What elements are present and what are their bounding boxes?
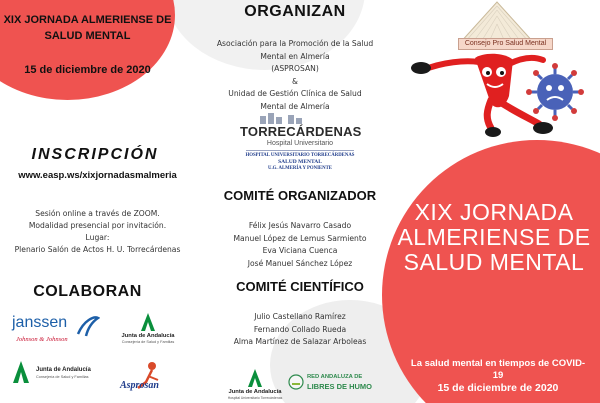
red-andaluza-line1: RED ANDALUZA DE [307, 374, 363, 380]
organizer-line: (ASPROSAN) [271, 64, 319, 73]
member-name: Manuel López de Lemus Sarmiento [233, 233, 367, 243]
red-andaluza-line2: LIBRES DE HUMO [307, 382, 373, 391]
torrecardenas-logo [240, 120, 360, 180]
junta-andalucia-logo-2 [10, 360, 100, 390]
event-date-large: 15 de diciembre de 2020 [437, 382, 559, 394]
organizer-line: Unidad de Gestión Clínica de Salud [228, 89, 362, 98]
session-line: Plenario Salón de Actos H. U. Torrecárdenas [14, 245, 181, 254]
event-title-small: XIX JORNADA ALMERIENSE DE SALUD MENTAL [3, 14, 172, 42]
colaboran-heading: COLABORAN [33, 283, 142, 300]
member-name: Eva Viciana Cuenca [262, 246, 338, 256]
junta-emblem-icon [138, 312, 158, 332]
janssen-swoosh-icon [76, 314, 100, 338]
organizan-heading: ORGANIZAN [244, 3, 346, 20]
divider [246, 150, 354, 151]
hospital-name: HOSPITAL UNIVERSITARIO TORRECÁRDENAS [245, 153, 355, 158]
junta-subtitle: Consejería de Salud y Familias [36, 375, 89, 379]
organizers-list [195, 38, 395, 113]
session-line: Sesión online a través de ZOOM. [35, 209, 160, 218]
red-andaluza-logo [288, 372, 378, 394]
inscripcion-heading: INSCRIPCIÓN [31, 146, 159, 163]
member-name: José Manuel Sánchez López [247, 258, 353, 268]
ug-name: U.G. ALMERÍA Y PONIENTE [267, 166, 332, 171]
organizer-line: Asociación para la Promoción de la Salud [216, 39, 374, 48]
torrecardenas-subtitle: Hospital Universitario [266, 140, 334, 147]
junta-name: Junta de Andalucía [228, 389, 282, 395]
member-name: Alma Martínez de Salazar Arboleas [233, 337, 367, 347]
session-line: Lugar: [85, 233, 110, 242]
junta-name: Junta de Andalucía [36, 367, 91, 373]
building-icon [260, 112, 310, 124]
event-subtitle: La salud mental en tiempos de COVID-19 [410, 358, 586, 381]
organizer-line: Mental en Almería [260, 51, 330, 61]
junta-subtitle: Consejería de Salud y Familias [121, 340, 175, 344]
event-date-small: 15 de diciembre de 2020 [24, 64, 151, 76]
consejo-sign: Consejo Pro Salud Mental [458, 38, 553, 50]
smoke-free-icon [288, 374, 304, 390]
session-details [0, 208, 195, 256]
junta-subtitle: Hospital Universitario Torrecárdenas [227, 396, 283, 400]
member-name: Félix Jesús Navarro Casado [248, 221, 352, 230]
member-name: Fernando Collado Rueda [253, 324, 347, 334]
registration-url[interactable]: www.easp.ws/xixjornadasmalmeria [18, 170, 177, 181]
junta-emblem-icon [245, 368, 265, 388]
asprosan-figure-icon [118, 358, 168, 398]
organizer-line: Mental de Almería [260, 101, 330, 111]
junta-emblem-icon [10, 360, 32, 384]
mascot-illustration [405, 0, 585, 140]
junta-name: Junta de Andalucía [121, 333, 175, 339]
event-title-large: XIX JORNADA ALMERIENSE DE SALUD MENTAL [397, 199, 591, 275]
janssen-logo [12, 314, 102, 348]
jnj-name: Johnson & Johnson [16, 336, 68, 343]
comite-cientifico-heading: COMITÉ CIENTÍFICO [236, 279, 364, 294]
comite-organizador-list [200, 220, 400, 270]
asprosan-logo [118, 358, 168, 398]
comite-cientifico-list [215, 311, 385, 349]
janssen-name: janssen [12, 314, 68, 331]
comite-organizador-heading: COMITÉ ORGANIZADOR [223, 188, 377, 203]
junta-andalucia-logo [118, 312, 178, 348]
member-name: Julio Castellano Ramírez [254, 312, 346, 321]
asprosan-name: Asprosan [120, 380, 159, 391]
torrecardenas-name: TORRECÁRDENAS [240, 124, 362, 139]
session-line: Modalidad presencial por invitación. [28, 221, 167, 230]
junta-torrecardenas-logo [223, 368, 287, 402]
organizer-line: & [292, 76, 298, 86]
unit-name: SALUD MENTAL [278, 159, 322, 165]
